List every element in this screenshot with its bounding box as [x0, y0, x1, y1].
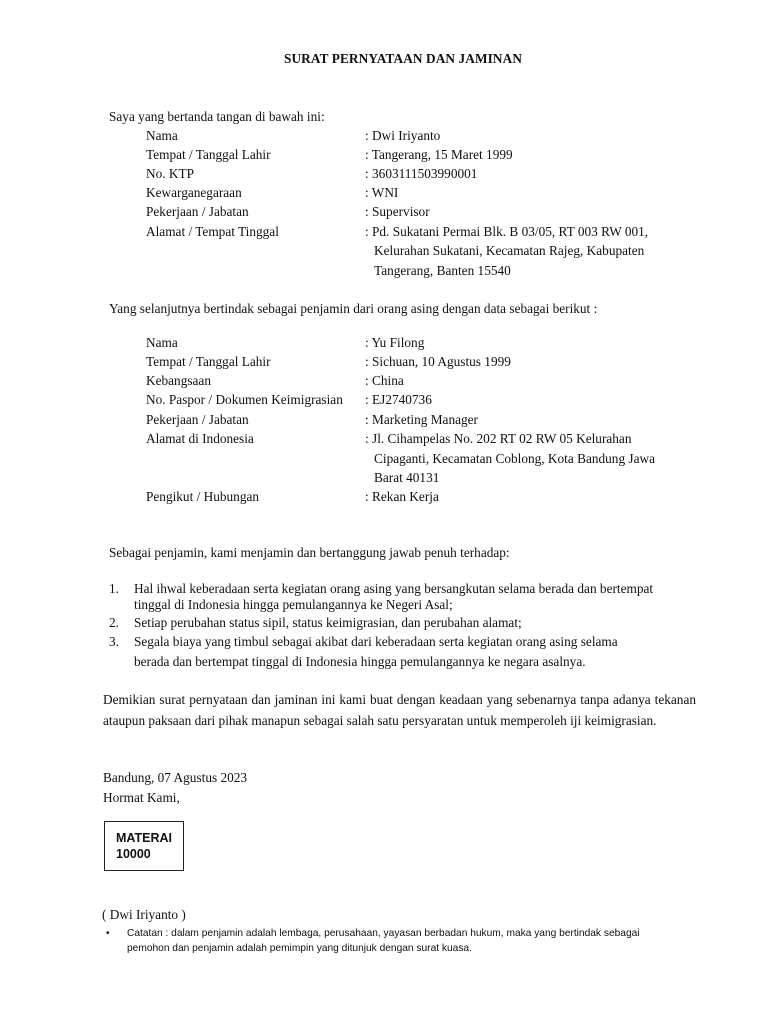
- list-item-text: berada dan bertempat tinggal di Indonesia hingga pemulangannya ke negara asalnya.: [134, 654, 586, 669]
- field-value: : WNI: [365, 185, 399, 200]
- field-label: Nama: [146, 335, 178, 350]
- field-value: : Yu Filong: [365, 335, 425, 350]
- signatory-name: ( Dwi Iriyanto ): [102, 907, 186, 922]
- footnote-text: pemohon dan penjamin adalah pemimpin yang ditunjuk dengan surat kuasa.: [127, 943, 472, 954]
- field-label: Tempat / Tanggal Lahir: [146, 354, 271, 369]
- regards: Hormat Kami,: [103, 790, 180, 805]
- intro-text: Saya yang bertanda tangan di bawah ini:: [109, 109, 325, 124]
- field-value: : Rekan Kerja: [365, 489, 439, 504]
- bullet: •: [106, 928, 110, 939]
- list-item-text: tinggal di Indonesia hingga pemulangannya ke Negeri Asal;: [134, 597, 453, 612]
- field-value-continued: Kelurahan Sukatani, Kecamatan Rajeg, Kabupaten: [374, 243, 645, 258]
- field-label: Pekerjaan / Jabatan: [146, 412, 249, 427]
- place-date: Bandung, 07 Agustus 2023: [103, 770, 248, 785]
- field-value-continued: Barat 40131: [374, 470, 440, 485]
- stamp-value: 10000: [116, 847, 151, 861]
- field-label: No. KTP: [146, 166, 195, 181]
- stamp-label: MATERAI: [116, 831, 173, 845]
- field-label: Pekerjaan / Jabatan: [146, 204, 249, 219]
- list-item-text: Segala biaya yang timbul sebagai akibat dari keberadaan serta kegiatan orang asing selama: [134, 634, 618, 649]
- field-value: : Supervisor: [365, 204, 430, 219]
- field-value: : Pd. Sukatani Permai Blk. B 03/05, RT 003 RW 001,: [365, 224, 649, 239]
- field-label: Nama: [146, 128, 178, 143]
- field-value: : EJ2740736: [365, 392, 432, 407]
- field-value: : 3603111503990001: [365, 166, 478, 181]
- field-label: Tempat / Tanggal Lahir: [146, 147, 271, 162]
- list-number: 1.: [109, 581, 119, 596]
- field-label: Kebangsaan: [146, 373, 211, 388]
- list-item-text: Hal ihwal keberadaan serta kegiatan orang asing yang bersangkutan selama berada dan bertempat: [134, 581, 654, 596]
- stamp-duty-box: [104, 821, 184, 871]
- field-label: Alamat / Tempat Tinggal: [146, 224, 279, 239]
- field-value: : Sichuan, 10 Agustus 1999: [365, 354, 511, 369]
- document-title: SURAT PERNYATAAN DAN JAMINAN: [283, 51, 523, 66]
- field-value: : Jl. Cihampelas No. 202 RT 02 RW 05 Kelurahan: [365, 431, 632, 446]
- field-value: : Tangerang, 15 Maret 1999: [365, 147, 513, 162]
- field-value: : Dwi Iriyanto: [365, 128, 441, 143]
- foreigner-intro: Yang selanjutnya bertindak sebagai penjamin dari orang asing dengan data sebagai berikut :: [109, 301, 598, 316]
- closing-paragraph: Demikian surat pernyataan dan jaminan ini kami buat dengan keadaan yang sebenarnya tanpa adanya tekanan ataupun paksaan dari pihak manapun sebagai salah satu persyaratan untuk memperoleh iji keimigrasian.: [103, 692, 696, 728]
- field-value: : Marketing Manager: [365, 412, 478, 427]
- field-label: Alamat di Indonesia: [146, 431, 254, 446]
- list-number: 3.: [109, 634, 119, 649]
- field-label: No. Paspor / Dokumen Keimigrasian: [146, 392, 343, 407]
- list-number: 2.: [109, 615, 119, 630]
- field-label: Pengikut / Hubungan: [146, 489, 260, 504]
- footnote-text: Catatan : dalam penjamin adalah lembaga, perusahaan, yayasan berbadan hukum, maka yang bertindak sebagai: [127, 928, 640, 939]
- field-value: : China: [365, 373, 404, 388]
- field-value-continued: Cipaganti, Kecamatan Coblong, Kota Bandung Jawa: [374, 451, 656, 466]
- field-label: Kewarganegaraan: [146, 185, 242, 200]
- field-value-continued: Tangerang, Banten 15540: [374, 263, 511, 278]
- list-item-text: Setiap perubahan status sipil, status keimigrasian, dan perubahan alamat;: [134, 615, 522, 630]
- guarantee-intro: Sebagai penjamin, kami menjamin dan bertanggung jawab penuh terhadap:: [109, 545, 510, 560]
